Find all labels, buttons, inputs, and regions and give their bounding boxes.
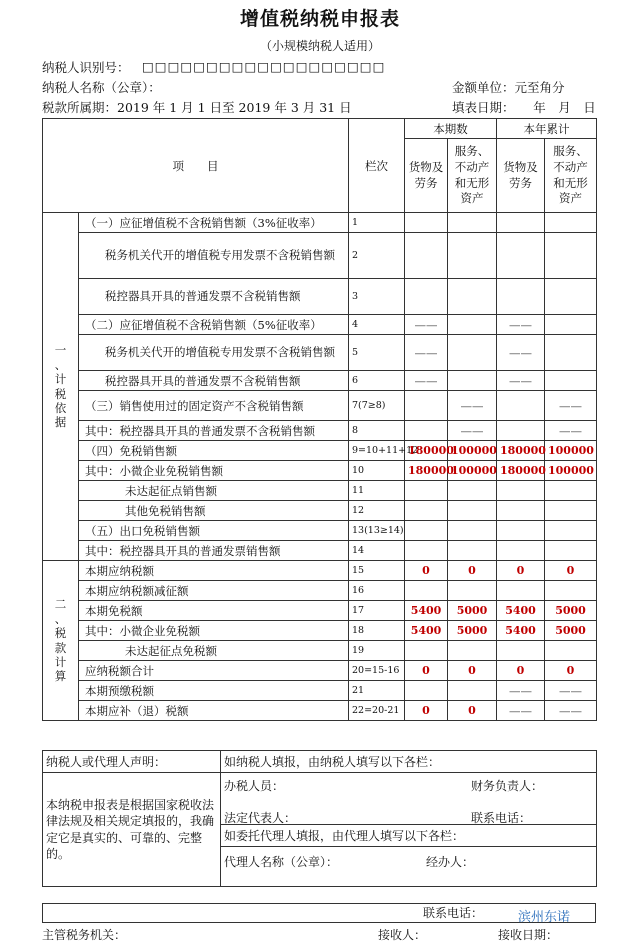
value-cell[interactable]: 0: [448, 561, 497, 581]
row-label: 本期免税额: [79, 601, 349, 621]
value-cell[interactable]: [545, 581, 597, 601]
table-row: [43, 661, 597, 681]
row-label: 本期应纳税额: [79, 561, 349, 581]
value-cell[interactable]: 0: [497, 561, 545, 581]
table-row: [43, 621, 597, 641]
value-cell[interactable]: [448, 335, 497, 371]
row-line-no: 3: [349, 279, 405, 315]
row-label: （五）出口免税销售额: [79, 521, 349, 541]
table-row: [43, 501, 597, 521]
declaration-table: [42, 750, 597, 887]
value-cell[interactable]: [497, 481, 545, 501]
row-line-no: 13(13≥14): [349, 521, 405, 541]
value-cell[interactable]: ——: [448, 421, 497, 441]
section-label: 一 、 计 税 依 据: [43, 213, 79, 561]
table-row: [43, 581, 597, 601]
header-current-period: 本期数: [405, 119, 497, 139]
handler-label: 经办人：: [426, 855, 475, 869]
value-cell[interactable]: 5400: [497, 621, 545, 641]
tax-table: [42, 118, 597, 721]
row-line-no: 5: [349, 335, 405, 371]
value-cell[interactable]: [405, 521, 448, 541]
table-row: [43, 213, 597, 233]
row-line-no: 22=20-21: [349, 701, 405, 721]
value-cell[interactable]: 0: [497, 661, 545, 681]
value-cell[interactable]: ——: [405, 335, 448, 371]
table-row: [43, 601, 597, 621]
agent-phone-row: [42, 903, 596, 923]
value-cell[interactable]: [497, 581, 545, 601]
value-cell[interactable]: 5400: [405, 601, 448, 621]
receive-date-label: 接收日期：: [498, 928, 559, 942]
value-cell[interactable]: [545, 315, 597, 335]
row-label: 其中：小微企业免税销售额: [79, 461, 349, 481]
value-cell[interactable]: [405, 279, 448, 315]
value-cell[interactable]: [545, 481, 597, 501]
value-cell[interactable]: [405, 481, 448, 501]
row-line-no: 18: [349, 621, 405, 641]
row-label: 税控器具开具的普通发票不含税销售额: [79, 371, 349, 391]
value-cell[interactable]: 180000: [497, 461, 545, 481]
row-label: 其中：税控器具开具的普通发票销售额: [79, 541, 349, 561]
header-goods: 货物及劳务: [405, 139, 448, 213]
table-row: [43, 371, 597, 391]
value-cell[interactable]: [405, 681, 448, 701]
row-line-no: 17: [349, 601, 405, 621]
value-cell[interactable]: [448, 501, 497, 521]
value-cell[interactable]: [405, 213, 448, 233]
table-row: [43, 391, 597, 421]
value-cell[interactable]: 0: [448, 661, 497, 681]
value-cell[interactable]: ——: [405, 315, 448, 335]
header-services: 服务、不动产和无形资产: [448, 139, 497, 213]
row-label: 应纳税额合计: [79, 661, 349, 681]
agent-phone-label: 联系电话：: [423, 906, 484, 920]
value-cell[interactable]: [405, 421, 448, 441]
declaration-body: 本纳税申报表是根据国家税收法律法规及相关规定填报的，我确定它是真实的、可靠的、完整的。: [43, 773, 221, 887]
taxpayer-id-boxes[interactable]: □□□□□□□□□□□□□□□□□□□: [142, 59, 386, 74]
value-cell[interactable]: [405, 641, 448, 661]
row-label: 其中：小微企业免税额: [79, 621, 349, 641]
row-label: 税务机关代开的增值税专用发票不含税销售额: [79, 335, 349, 371]
row-label: 未达起征点免税额: [79, 641, 349, 661]
row-line-no: 12: [349, 501, 405, 521]
declaration-header: 纳税人或代理人声明：: [43, 751, 221, 773]
table-row: [43, 541, 597, 561]
value-cell[interactable]: [448, 279, 497, 315]
value-cell[interactable]: [448, 233, 497, 279]
row-label: 税务机关代开的增值税专用发票不含税销售额: [79, 233, 349, 279]
value-cell[interactable]: [448, 521, 497, 541]
value-cell[interactable]: [448, 371, 497, 391]
table-row: [43, 441, 597, 461]
table-row: [43, 315, 597, 335]
row-label: （四）免税销售额: [79, 441, 349, 461]
value-cell[interactable]: [448, 681, 497, 701]
row-line-no: 1: [349, 213, 405, 233]
page-subtitle: （小规模纳税人适用）: [259, 39, 380, 53]
value-cell[interactable]: [448, 213, 497, 233]
value-cell[interactable]: [545, 541, 597, 561]
value-cell[interactable]: [497, 213, 545, 233]
value-cell[interactable]: ——: [448, 391, 497, 421]
value-cell[interactable]: [448, 481, 497, 501]
value-cell[interactable]: ——: [497, 701, 545, 721]
row-line-no: 4: [349, 315, 405, 335]
row-label: 其他免税销售额: [79, 501, 349, 521]
row-label: （三）销售使用过的固定资产不含税销售额: [79, 391, 349, 421]
row-label: 本期预缴税额: [79, 681, 349, 701]
value-cell[interactable]: 180000: [405, 441, 448, 461]
value-cell[interactable]: [497, 233, 545, 279]
row-line-no: 7(7≥8): [349, 391, 405, 421]
value-cell[interactable]: ——: [545, 701, 597, 721]
value-cell[interactable]: ——: [497, 315, 545, 335]
page-title: 增值税纳税申报表: [239, 8, 400, 30]
value-cell[interactable]: 5400: [405, 621, 448, 641]
value-cell[interactable]: [545, 213, 597, 233]
table-row: [43, 641, 597, 661]
row-label: 本期应补（退）税额: [79, 701, 349, 721]
table-row: [43, 701, 597, 721]
value-cell[interactable]: 0: [545, 561, 597, 581]
value-cell[interactable]: [448, 541, 497, 561]
value-cell[interactable]: [545, 501, 597, 521]
value-cell[interactable]: [545, 335, 597, 371]
taxpayer-name-label: 纳税人名称（公章）：: [42, 80, 161, 95]
value-cell[interactable]: [497, 541, 545, 561]
value-cell[interactable]: ——: [405, 371, 448, 391]
header-year-to-date: 本年累计: [497, 119, 597, 139]
row-line-no: 16: [349, 581, 405, 601]
section-label: 二 、 税 款 计 算: [43, 561, 79, 721]
value-cell[interactable]: [448, 641, 497, 661]
row-line-no: 10: [349, 461, 405, 481]
tax-office-label: 主管税务机关：: [42, 928, 127, 942]
table-row: [43, 681, 597, 701]
fill-date: 填表日期： 年 月 日: [452, 100, 596, 115]
value-cell[interactable]: [545, 233, 597, 279]
table-row: [43, 481, 597, 501]
value-cell[interactable]: 5000: [448, 621, 497, 641]
value-cell[interactable]: ——: [497, 371, 545, 391]
row-label: 其中：税控器具开具的普通发票不含税销售额: [79, 421, 349, 441]
value-cell[interactable]: 100000: [448, 441, 497, 461]
value-cell[interactable]: [405, 581, 448, 601]
header-line-no: 栏次: [349, 119, 405, 213]
value-cell[interactable]: [497, 641, 545, 661]
table-row: [43, 561, 597, 581]
self-fill-note: 如纳税人填报，由纳税人填写以下各栏：: [221, 751, 597, 773]
preparer-label: 办税人员：: [224, 779, 285, 793]
row-line-no: 14: [349, 541, 405, 561]
value-cell[interactable]: [545, 371, 597, 391]
taxpayer-id-label: 纳税人识别号：: [42, 60, 130, 75]
value-cell[interactable]: ——: [545, 391, 597, 421]
row-line-no: 2: [349, 233, 405, 279]
value-cell[interactable]: 180000: [497, 441, 545, 461]
row-line-no: 20=15-16: [349, 661, 405, 681]
table-row: [43, 421, 597, 441]
value-cell[interactable]: [497, 279, 545, 315]
header-item: 项 目: [43, 119, 349, 213]
table-row: [43, 521, 597, 541]
value-cell[interactable]: ——: [545, 421, 597, 441]
value-cell[interactable]: [405, 541, 448, 561]
value-cell[interactable]: 5000: [448, 601, 497, 621]
row-line-no: 19: [349, 641, 405, 661]
value-cell[interactable]: [405, 391, 448, 421]
value-cell[interactable]: [497, 501, 545, 521]
table-row: [43, 279, 597, 315]
value-cell[interactable]: 100000: [545, 441, 597, 461]
table-row: [43, 233, 597, 279]
value-cell[interactable]: [545, 641, 597, 661]
value-cell[interactable]: 180000: [405, 461, 448, 481]
finance-head-label: 财务负责人：: [471, 779, 544, 793]
value-cell[interactable]: 5000: [545, 621, 597, 641]
value-cell[interactable]: 0: [405, 561, 448, 581]
value-cell[interactable]: ——: [497, 681, 545, 701]
table-row: [43, 335, 597, 371]
value-cell[interactable]: [405, 501, 448, 521]
value-cell[interactable]: [497, 421, 545, 441]
value-cell[interactable]: [545, 521, 597, 541]
value-cell[interactable]: [448, 315, 497, 335]
row-line-no: 9=10+11+12: [349, 441, 405, 461]
value-cell[interactable]: ——: [545, 681, 597, 701]
legal-rep-label: 法定代表人：: [224, 811, 297, 825]
row-label: （二）应征增值税不含税销售额（5%征收率）: [79, 315, 349, 335]
row-label: （一）应征增值税不含税销售额（3%征收率）: [79, 213, 349, 233]
phone-label: 联系电话：: [471, 811, 532, 825]
value-cell[interactable]: ——: [497, 335, 545, 371]
row-line-no: 11: [349, 481, 405, 501]
row-line-no: 8: [349, 421, 405, 441]
currency-unit: 金额单位：元至角分: [452, 80, 565, 95]
value-cell[interactable]: 100000: [545, 461, 597, 481]
row-line-no: 15: [349, 561, 405, 581]
tax-period: 税款所属期：2019 年 1 月 1 日至 2019 年 3 月 31 日: [42, 100, 352, 115]
table-row: [43, 461, 597, 481]
value-cell[interactable]: 0: [545, 661, 597, 681]
receiver-label: 接收人：: [378, 928, 427, 942]
row-label: 本期应纳税额减征额: [79, 581, 349, 601]
header-goods-ytd: 货物及劳务: [497, 139, 545, 213]
value-cell[interactable]: [448, 581, 497, 601]
value-cell[interactable]: [405, 233, 448, 279]
value-cell[interactable]: 5000: [545, 601, 597, 621]
row-label: 未达起征点销售额: [79, 481, 349, 501]
value-cell[interactable]: 100000: [448, 461, 497, 481]
value-cell[interactable]: [545, 279, 597, 315]
row-line-no: 6: [349, 371, 405, 391]
row-line-no: 21: [349, 681, 405, 701]
value-cell[interactable]: 0: [405, 661, 448, 681]
watermark: 滨州东诺: [518, 910, 571, 925]
header-services-ytd: 服务、不动产和无形资产: [545, 139, 597, 213]
value-cell[interactable]: [497, 391, 545, 421]
value-cell[interactable]: 0: [448, 701, 497, 721]
agent-name-label: 代理人名称（公章）：: [224, 855, 339, 869]
row-label: 税控器具开具的普通发票不含税销售额: [79, 279, 349, 315]
value-cell[interactable]: 5400: [497, 601, 545, 621]
value-cell[interactable]: [497, 521, 545, 541]
value-cell[interactable]: 0: [405, 701, 448, 721]
agent-fill-note: 如委托代理人填报，由代理人填写以下各栏：: [221, 825, 597, 847]
